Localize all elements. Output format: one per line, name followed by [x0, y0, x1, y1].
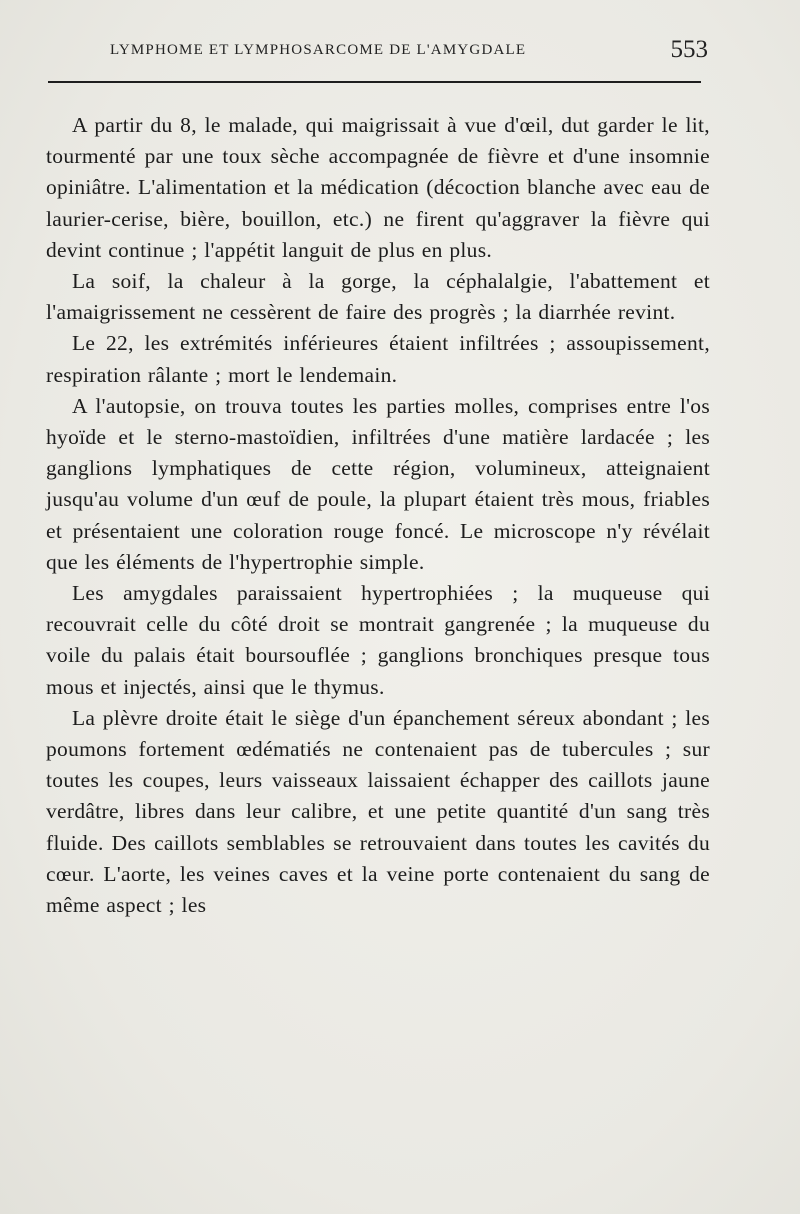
- page-number: 553: [670, 36, 708, 63]
- header-rule: [48, 81, 701, 83]
- paragraph: A l'autopsie, on trouva toutes les parties molles, comprises entre l'os hyoïde et le sterno-mastoïdien, infiltrées d'une matière lardacée ; les ganglions lymphatiques de cette région, volumineux, atteignaient jusqu'au volume d'un œuf de poule, la plupart étaient très mous, friables et présentaient une coloration rouge foncé. Le microscope n'y révélait que les éléments de l'hypertrophie simple.: [46, 393, 710, 574]
- running-head: [48, 36, 708, 66]
- paragraph: A partir du 8, le malade, qui maigrissait à vue d'œil, dut garder le lit, tourmenté par une toux sèche accompagnée de fièvre et d'une insomnie opiniâtre. L'alimentation et la médication (décoction blanche avec eau de laurier-cerise, bière, bouillon, etc.) ne firent qu'aggraver la fièvre qui devint continue ; l'appétit languit de plus en plus.: [46, 113, 710, 262]
- paragraph: La plèvre droite était le siège d'un épanchement séreux abondant ; les poumons fortement œdématiés ne contenaient pas de tubercules ; sur toutes les coupes, leurs vaisseaux laissaient échapper des caillots jaune verdâtre, libres dans leur calibre, et une petite quantité d'un sang très fluide. Des caillots semblables se retrouvaient dans toutes les cavités du cœur. L'aorte, les veines caves et la veine porte contenaient du sang de même aspect ; les: [46, 705, 710, 918]
- running-title: LYMPHOME ET LYMPHOSARCOME DE L'AMYGDALE: [110, 42, 527, 58]
- paragraph: Les amygdales paraissaient hypertrophiées ; la muqueuse qui recouvrait celle du côté droit se montrait gangrenée ; la muqueuse du voile du palais était boursouflée ; ganglions bronchiques presque tous mous et injectés, ainsi que le thymus.: [46, 581, 710, 699]
- body-text: [46, 110, 710, 921]
- paragraph: Le 22, les extrémités inférieures étaient infiltrées ; assoupissement, respiration râlante ; mort le lendemain.: [46, 331, 710, 387]
- paragraph: La soif, la chaleur à la gorge, la céphalalgie, l'abattement et l'amaigrissement ne cessèrent de faire des progrès ; la diarrhée revint.: [46, 269, 710, 325]
